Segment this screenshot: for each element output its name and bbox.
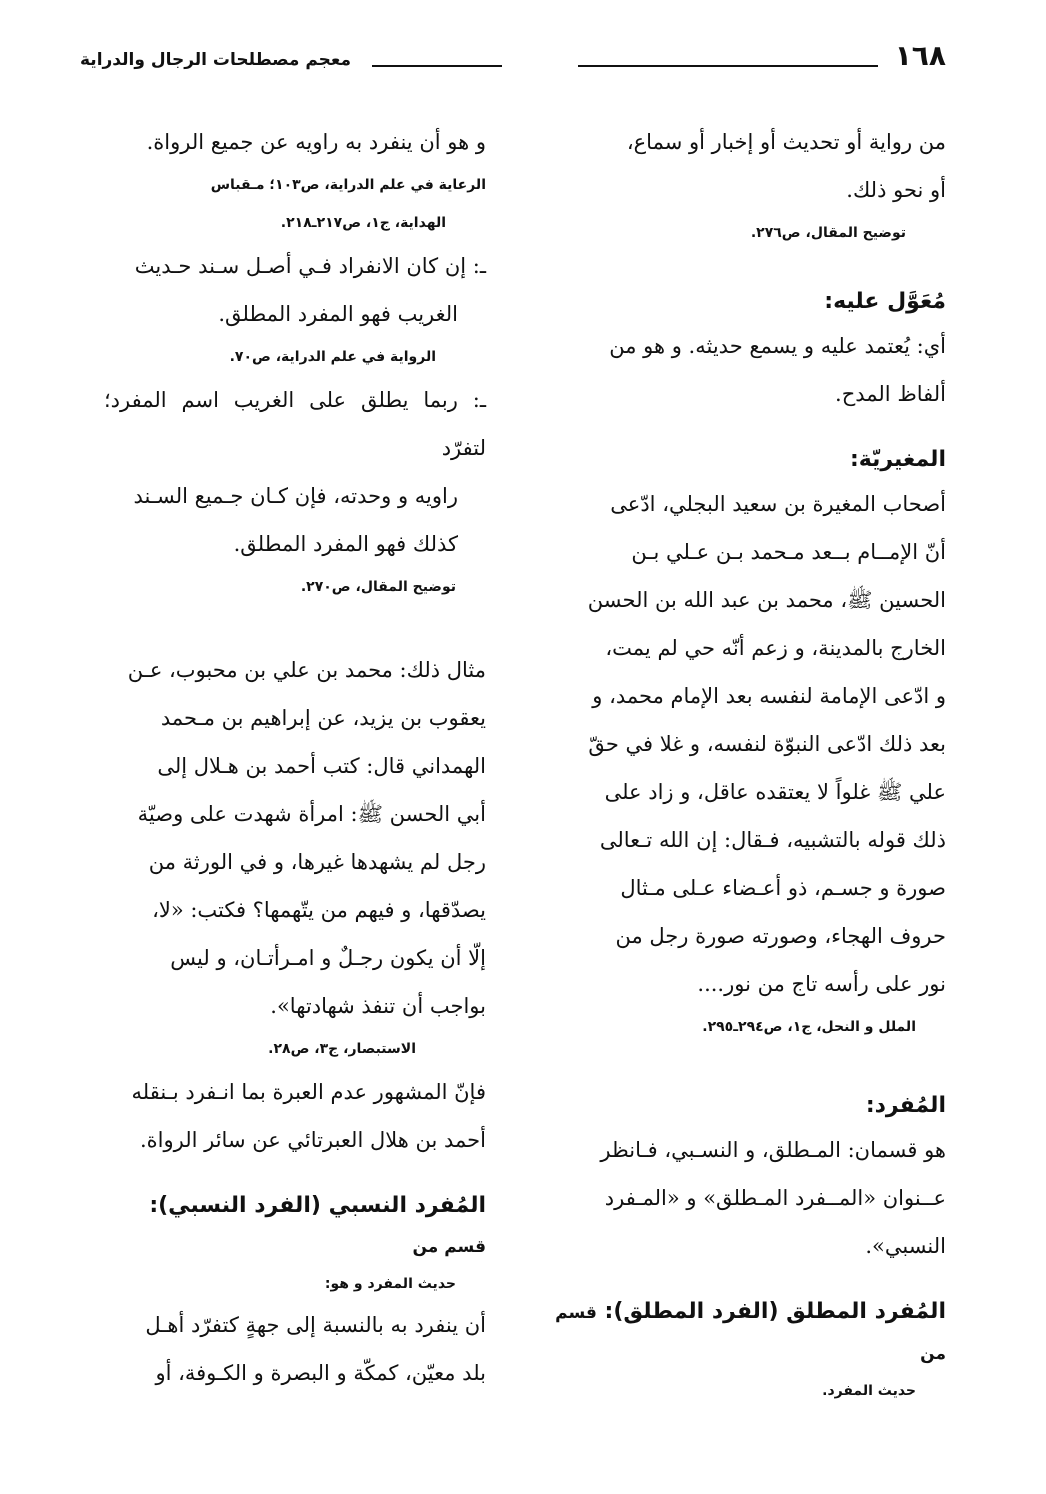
text-line: أنّ الإمــام بــعد مـحمد بـن عـلي بـن [631,540,946,564]
text-line: ألفاظ المدح. [835,382,946,406]
text-line: أي: يُعتمد عليه و يسمع حديثه. و هو من [609,334,946,358]
left-column [104,118,486,1397]
text-line: بعد ذلك ادّعى النبوّة لنفسه، و غلا في حقّ [588,732,946,756]
text-line: الغريب فهو المفرد المطلق. [218,302,458,326]
text-line: نور على رأسه تاج من نور.... [697,972,946,996]
text-line: كذلك فهو المفرد المطلق. [233,532,458,556]
entry-term-tail: قسم من [555,1303,946,1364]
entry-term-tail: قسم من [412,1237,486,1257]
text-line: بواجب أن تنفذ شهادتها». [270,994,486,1018]
text-line: رجل لم يشهدها غيرها، و في الورثة من [148,850,486,874]
spacer [104,606,486,646]
text-line: راويه و وحدته، فإن كـان جـميع السـند [133,484,458,508]
text-line: يصدّقها، و فيهم من يتّهمها؟ فكتب: «لا، [152,898,486,922]
source-citation [104,1030,486,1068]
entry-term-main: المُفرد النسبي (الفرد النسبي): [149,1193,486,1218]
text-line: الخارج بالمدينة، و زعم أنّه حي لم يمت، [605,636,946,660]
entry-term: مُعَوَّل عليه: [824,289,946,314]
text-line: بلد معيّن، كمكّة و البصرة و الكـوفة، أو [155,1361,486,1385]
text-line: صورة و جسـم، ذو أعـضاء عـلى مـثال [620,876,946,900]
source-text: الملل و النحل، ج١، ص٢٩٤ـ٢٩٥. [702,1019,916,1035]
text-line: حروف الهجاء، وصورته صورة رجل من [615,924,946,948]
spacer [554,1270,946,1292]
text-line: أن ينفرد به بالنسبة إلى جهةٍ كتفرّد أهـل [145,1313,486,1337]
text-line: علي ﷺ غلواً لا يعتقده عاقل، و زاد على [604,780,946,804]
page-header [80,38,946,78]
text-line: أو نحو ذلك. [846,178,946,202]
source-text: توضيح المقال، ص٢٧٠. [300,579,456,595]
source-citation [554,214,946,252]
source-citation [104,166,486,204]
text-line: ـ: ربما يطلق على الغريب اسم المفرد؛ لتفرّد [104,388,486,460]
text-line: إلّا أن يكون رجـلٌ و امـرأتـان، و ليس [170,946,486,970]
source-text: الرواية في علم الدراية، ص٧٠. [229,349,436,365]
text-line: عــنوان «المــفرد المـطلق» و «المـفرد [604,1186,946,1210]
text-line: و ادّعى الإمامة لنفسه بعد الإمام محمد، و [592,684,946,708]
text-line: الهمداني قال: كتب أحمد بن هـلال إلى [157,754,486,778]
header-rule [578,65,878,67]
source-citation [104,338,486,376]
entry-term [104,1186,486,1267]
text-line: ـ: إن كان الانفراد فـي أصـل سـند حـديث [134,254,486,278]
text-line: أبي الحسن ﷺ: امرأة شهدت على وصيّة [137,802,486,826]
source-text: الرعاية في علم الدراية، ص١٠٣؛ مـقباس [210,177,486,193]
source-citation [104,204,486,242]
entry-term: المغيريّة: [849,447,946,472]
entry-term-main: المُفرد المطلق (الفرد المطلق): [604,1299,946,1324]
running-head: معجم مصطلحات الرجال والدراية [80,50,352,70]
spacer [104,1164,486,1186]
text-line: أحمد بن هلال العبرتائي عن سائر الرواة. [139,1128,486,1152]
source-citation [554,1008,946,1046]
page-number: ١٦٨ [894,39,946,72]
text-line: النسبي». [865,1234,946,1258]
spacer [554,252,946,282]
source-text: توضيح المقال، ص٢٧٦. [750,225,906,241]
source-citation [104,568,486,606]
text-line: ذلك قوله بالتشبيه، فـقال: إن الله تـعالى [599,828,946,852]
spacer [554,1046,946,1086]
text-line: فإنّ المشهور عدم العبرة بما انـفرد بـنقله [131,1080,486,1104]
text-line: و هو أن ينفرد به راويه عن جميع الرواة. [146,130,486,154]
text-line: يعقوب بن يزيد، عن إبراهيم بن مـحمد [160,706,486,730]
spacer [554,418,946,440]
entry-term: المُفرد: [865,1093,946,1118]
entry-term [554,1292,946,1374]
text-line: هو قسمان: المـطلق، و النسـبي، فـانظر [600,1138,946,1162]
entry-definition: حديث المفرد. [822,1383,916,1399]
text-line: من رواية أو تحديث أو إخبار أو سماع، [626,130,946,154]
right-column [554,118,946,1408]
header-rule [372,65,502,67]
text-line: الحسين ﷺ، محمد بن عبد الله بن الحسن [587,588,946,612]
source-text: الهداية، ج١، ص٢١٧ـ٢١٨. [280,215,446,231]
text-line: أصحاب المغيرة بن سعيد البجلي، ادّعى [610,492,946,516]
entry-definition: حديث المفرد و هو: [324,1276,456,1292]
source-text: الاستبصار، ج٣، ص٢٨. [268,1041,416,1057]
text-line: مثال ذلك: محمد بن علي بن محبوب، عـن [127,658,486,682]
